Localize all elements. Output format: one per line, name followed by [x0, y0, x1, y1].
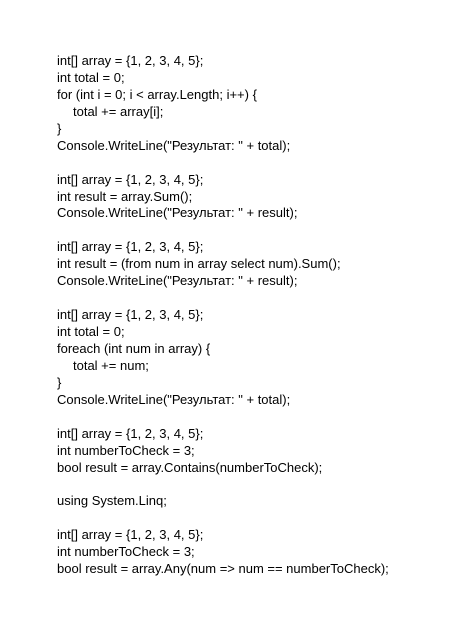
code-line: int[] array = {1, 2, 3, 4, 5}; — [57, 171, 204, 187]
blank-line — [57, 155, 467, 172]
code-line: } — [57, 120, 62, 136]
blank-line — [57, 409, 467, 426]
code-line: bool result = array.Contains(numberToCheck); — [57, 459, 323, 475]
code-line: Console.WriteLine("Результат: " + total); — [57, 137, 291, 153]
code-line: int result = (from num in array select num).Sum(); — [57, 256, 341, 272]
blank-line — [57, 476, 467, 493]
code-line: } — [57, 374, 62, 390]
code-listing — [57, 53, 467, 578]
code-line: for (int i = 0; i < array.Length; i++) { — [57, 86, 257, 102]
blank-line — [57, 222, 467, 239]
code-line: bool result = array.Any(num => num == numberToCheck); — [57, 561, 389, 577]
code-line: Console.WriteLine("Результат: " + result); — [57, 205, 298, 221]
code-line: using System.Linq; — [57, 493, 167, 509]
code-line: int[] array = {1, 2, 3, 4, 5}; — [57, 239, 204, 255]
blank-line — [57, 510, 467, 527]
code-line: total += array[i]; — [73, 103, 164, 119]
code-line: Console.WriteLine("Результат: " + result); — [57, 273, 298, 289]
code-line: total += num; — [73, 357, 149, 373]
code-line: int total = 0; — [57, 324, 125, 339]
code-line: int numberToCheck = 3; — [57, 544, 195, 560]
code-line: foreach (int num in array) { — [57, 340, 211, 356]
code-line: int[] array = {1, 2, 3, 4, 5}; — [57, 307, 204, 323]
code-line: int numberToCheck = 3; — [57, 442, 195, 458]
code-line: int[] array = {1, 2, 3, 4, 5}; — [57, 527, 204, 543]
code-line: int[] array = {1, 2, 3, 4, 5}; — [57, 53, 204, 68]
blank-line — [57, 290, 467, 307]
code-line: Console.WriteLine("Результат: " + total); — [57, 391, 291, 407]
code-line: int result = array.Sum(); — [57, 188, 193, 204]
code-line: int total = 0; — [57, 69, 125, 85]
code-line: int[] array = {1, 2, 3, 4, 5}; — [57, 425, 204, 441]
